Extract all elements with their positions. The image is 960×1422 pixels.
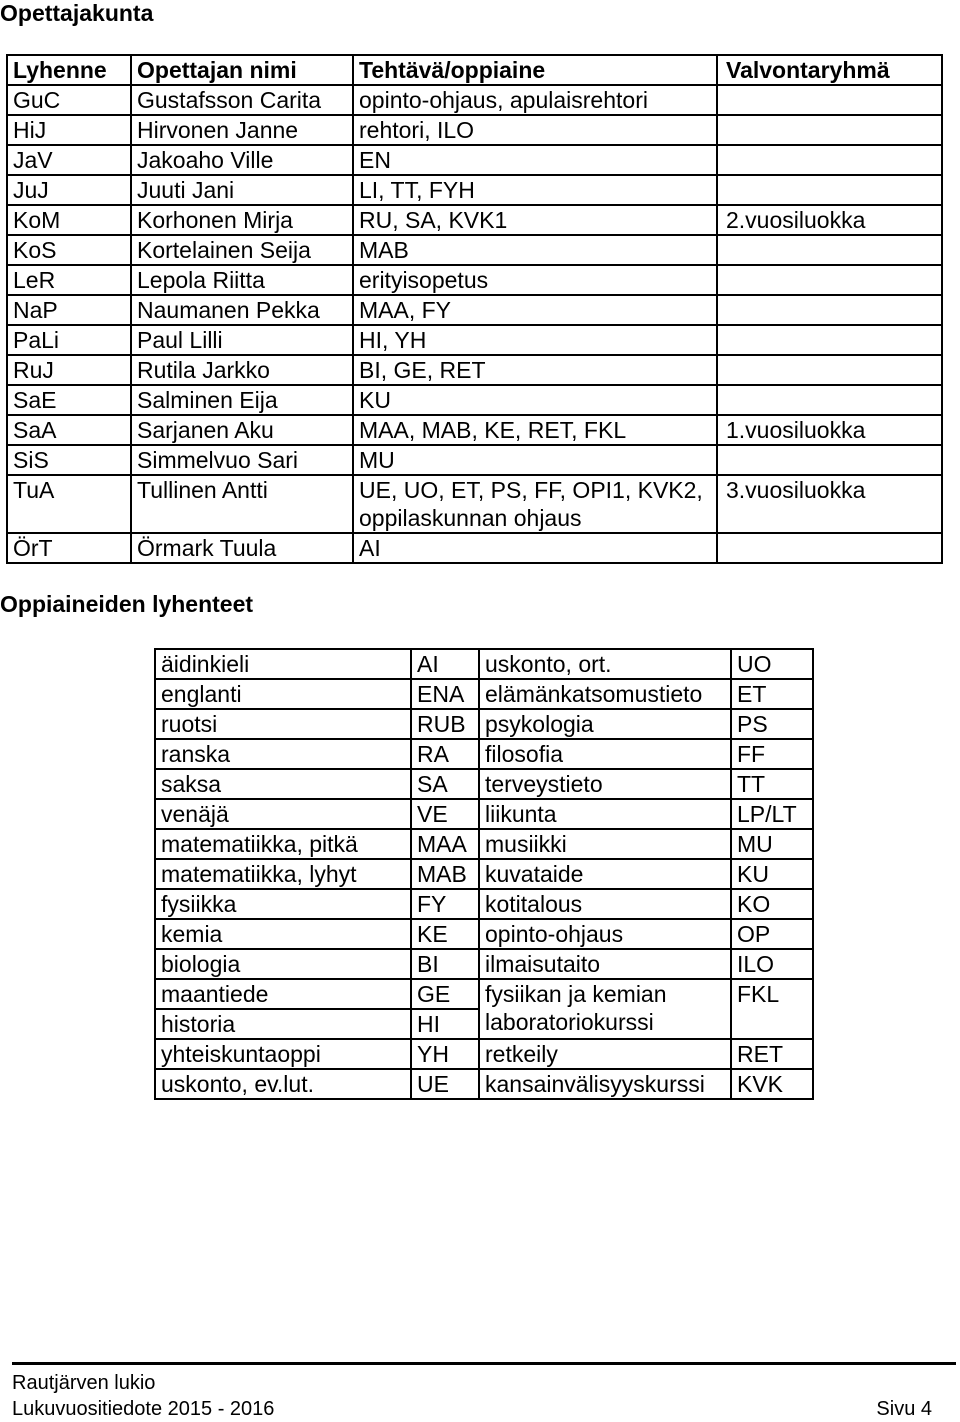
- subject-abbr: OP: [731, 919, 813, 949]
- subject-abbr: BI: [411, 949, 479, 979]
- teacher-group: [717, 175, 942, 205]
- subject-row: [155, 649, 813, 679]
- teacher-group: [717, 265, 942, 295]
- teacher-abbr: ÖrT: [7, 533, 131, 563]
- subject-abbr: PS: [731, 709, 813, 739]
- subject-abbr: AI: [411, 649, 479, 679]
- page-title: Opettajakunta: [0, 0, 154, 26]
- subject-abbr: ENA: [411, 679, 479, 709]
- teacher-name: Korhonen Mirja: [131, 205, 353, 235]
- subject-name: opinto-ohjaus: [479, 919, 731, 949]
- teacher-name: Tullinen Antti: [131, 475, 353, 533]
- subject-name: terveystieto: [479, 769, 731, 799]
- subject-name: ruotsi: [155, 709, 411, 739]
- teacher-row: [7, 355, 942, 385]
- teacher-group: [717, 115, 942, 145]
- subject-row: [155, 919, 813, 949]
- subject-name: liikunta: [479, 799, 731, 829]
- teacher-abbr: PaLi: [7, 325, 131, 355]
- teacher-abbr: JuJ: [7, 175, 131, 205]
- subject-name: kuvataide: [479, 859, 731, 889]
- teacher-row: [7, 205, 942, 235]
- subject-abbr: MAB: [411, 859, 479, 889]
- subject-abbr: HI: [411, 1009, 479, 1039]
- teacher-name: Paul Lilli: [131, 325, 353, 355]
- subject-row: [155, 739, 813, 769]
- subject-name: matematiikka, pitkä: [155, 829, 411, 859]
- teacher-abbr: JaV: [7, 145, 131, 175]
- teacher-name: Jakoaho Ville: [131, 145, 353, 175]
- subject-abbr: ILO: [731, 949, 813, 979]
- teacher-task: MU: [353, 445, 717, 475]
- teacher-group: [717, 325, 942, 355]
- teacher-row: [7, 445, 942, 475]
- teacher-task: AI: [353, 533, 717, 563]
- subject-abbr: LP/LT: [731, 799, 813, 829]
- footer-page-number: Sivu 4: [876, 1398, 932, 1420]
- teacher-row: [7, 145, 942, 175]
- footer-document: Lukuvuositiedote 2015 - 2016: [12, 1398, 275, 1420]
- subject-name: biologia: [155, 949, 411, 979]
- teacher-group: 3.vuosiluokka: [717, 475, 942, 533]
- subject-abbr: RUB: [411, 709, 479, 739]
- subject-abbr: UO: [731, 649, 813, 679]
- teacher-row: [7, 385, 942, 415]
- teacher-name: Salminen Eija: [131, 385, 353, 415]
- teacher-name: Juuti Jani: [131, 175, 353, 205]
- subject-name: fysiikka: [155, 889, 411, 919]
- subject-name: uskonto, ort.: [479, 649, 731, 679]
- teacher-group: 1.vuosiluokka: [717, 415, 942, 445]
- subject-row: [155, 799, 813, 829]
- subject-abbr: MU: [731, 829, 813, 859]
- subject-name: maantiede: [155, 979, 411, 1009]
- subjects-table: [154, 648, 814, 1100]
- teacher-group: [717, 385, 942, 415]
- subject-row: [155, 679, 813, 709]
- teacher-abbr: SaA: [7, 415, 131, 445]
- subject-name: kotitalous: [479, 889, 731, 919]
- subject-row: [155, 829, 813, 859]
- subject-name: kansainvälisyyskurssi: [479, 1069, 731, 1099]
- subject-name: uskonto, ev.lut.: [155, 1069, 411, 1099]
- teacher-row: [7, 415, 942, 445]
- subject-abbr: KO: [731, 889, 813, 919]
- teacher-name: Simmelvuo Sari: [131, 445, 353, 475]
- teacher-group: [717, 295, 942, 325]
- teacher-row: [7, 235, 942, 265]
- teacher-task: EN: [353, 145, 717, 175]
- subject-name: retkeily: [479, 1039, 731, 1069]
- teacher-task: MAA, MAB, KE, RET, FKL: [353, 415, 717, 445]
- subject-name: musiikki: [479, 829, 731, 859]
- subject-name: saksa: [155, 769, 411, 799]
- subject-abbr: RET: [731, 1039, 813, 1069]
- subject-name: ranska: [155, 739, 411, 769]
- teacher-name: Naumanen Pekka: [131, 295, 353, 325]
- teacher-name: Hirvonen Janne: [131, 115, 353, 145]
- teacher-task: erityisopetus: [353, 265, 717, 295]
- subject-abbr: GE: [411, 979, 479, 1009]
- subject-name: matematiikka, lyhyt: [155, 859, 411, 889]
- teacher-task: MAA, FY: [353, 295, 717, 325]
- teachers-table: [6, 54, 943, 564]
- subject-abbr: FKL: [731, 979, 813, 1039]
- subject-name: äidinkieli: [155, 649, 411, 679]
- teacher-name: Rutila Jarkko: [131, 355, 353, 385]
- teacher-group: [717, 355, 942, 385]
- teacher-name: Örmark Tuula: [131, 533, 353, 563]
- teacher-name: Lepola Riitta: [131, 265, 353, 295]
- teacher-abbr: TuA: [7, 475, 131, 533]
- subject-abbr: SA: [411, 769, 479, 799]
- teacher-group: [717, 145, 942, 175]
- teacher-task: rehtori, ILO: [353, 115, 717, 145]
- subject-row: [155, 1069, 813, 1099]
- teacher-row: [7, 295, 942, 325]
- subjects-title: Oppiaineiden lyhenteet: [0, 591, 254, 617]
- teacher-row: [7, 115, 942, 145]
- teacher-abbr: KoM: [7, 205, 131, 235]
- subject-row: [155, 1039, 813, 1069]
- header-task: Tehtävä/oppiaine: [353, 55, 717, 85]
- teacher-row: [7, 175, 942, 205]
- teacher-task: KU: [353, 385, 717, 415]
- subject-abbr: ET: [731, 679, 813, 709]
- subject-name: historia: [155, 1009, 411, 1039]
- teacher-abbr: RuJ: [7, 355, 131, 385]
- subject-row: [155, 979, 813, 1009]
- subject-name: psykologia: [479, 709, 731, 739]
- subject-abbr: VE: [411, 799, 479, 829]
- teacher-abbr: SaE: [7, 385, 131, 415]
- teacher-task: opinto-ohjaus, apulaisrehtori: [353, 85, 717, 115]
- teacher-row: [7, 475, 942, 533]
- teacher-task: HI, YH: [353, 325, 717, 355]
- teacher-group: [717, 235, 942, 265]
- teacher-group: [717, 533, 942, 563]
- footer-school: Rautjärven lukio: [12, 1372, 156, 1394]
- subject-row: [155, 709, 813, 739]
- teacher-row: [7, 533, 942, 563]
- teacher-group: [717, 445, 942, 475]
- subject-name: elämänkatsomustieto: [479, 679, 731, 709]
- teacher-task: LI, TT, FYH: [353, 175, 717, 205]
- subject-abbr: KVK: [731, 1069, 813, 1099]
- header-group: Valvontaryhmä: [717, 55, 942, 85]
- page-footer: [12, 1362, 956, 1422]
- subject-name: kemia: [155, 919, 411, 949]
- teacher-task: UE, UO, ET, PS, FF, OPI1, KVK2, oppilaskunnan ohjaus: [353, 475, 717, 533]
- subject-abbr: MAA: [411, 829, 479, 859]
- subject-abbr: KU: [731, 859, 813, 889]
- subject-name: englanti: [155, 679, 411, 709]
- teacher-abbr: NaP: [7, 295, 131, 325]
- teacher-row: [7, 325, 942, 355]
- teachers-header-row: [7, 55, 942, 85]
- teacher-abbr: GuC: [7, 85, 131, 115]
- teacher-group: [717, 85, 942, 115]
- subject-abbr: UE: [411, 1069, 479, 1099]
- subject-name: ilmaisutaito: [479, 949, 731, 979]
- subject-row: [155, 889, 813, 919]
- subject-abbr: FF: [731, 739, 813, 769]
- subject-name: yhteiskuntaoppi: [155, 1039, 411, 1069]
- subject-abbr: RA: [411, 739, 479, 769]
- subject-abbr: KE: [411, 919, 479, 949]
- teacher-name: Kortelainen Seija: [131, 235, 353, 265]
- subject-name: venäjä: [155, 799, 411, 829]
- header-abbr: Lyhenne: [7, 55, 131, 85]
- teacher-name: Sarjanen Aku: [131, 415, 353, 445]
- teacher-task: BI, GE, RET: [353, 355, 717, 385]
- subject-row: [155, 859, 813, 889]
- subject-abbr: YH: [411, 1039, 479, 1069]
- subject-row: [155, 769, 813, 799]
- teacher-row: [7, 85, 942, 115]
- teacher-name: Gustafsson Carita: [131, 85, 353, 115]
- teacher-row: [7, 265, 942, 295]
- teacher-task: RU, SA, KVK1: [353, 205, 717, 235]
- teacher-abbr: KoS: [7, 235, 131, 265]
- subject-row: [155, 949, 813, 979]
- subject-abbr: TT: [731, 769, 813, 799]
- subject-name: filosofia: [479, 739, 731, 769]
- teacher-task: MAB: [353, 235, 717, 265]
- subject-abbr: FY: [411, 889, 479, 919]
- header-name: Opettajan nimi: [131, 55, 353, 85]
- teacher-abbr: SiS: [7, 445, 131, 475]
- teacher-abbr: LeR: [7, 265, 131, 295]
- subject-name: fysiikan ja kemian laboratoriokurssi: [479, 979, 731, 1039]
- teacher-abbr: HiJ: [7, 115, 131, 145]
- teacher-group: 2.vuosiluokka: [717, 205, 942, 235]
